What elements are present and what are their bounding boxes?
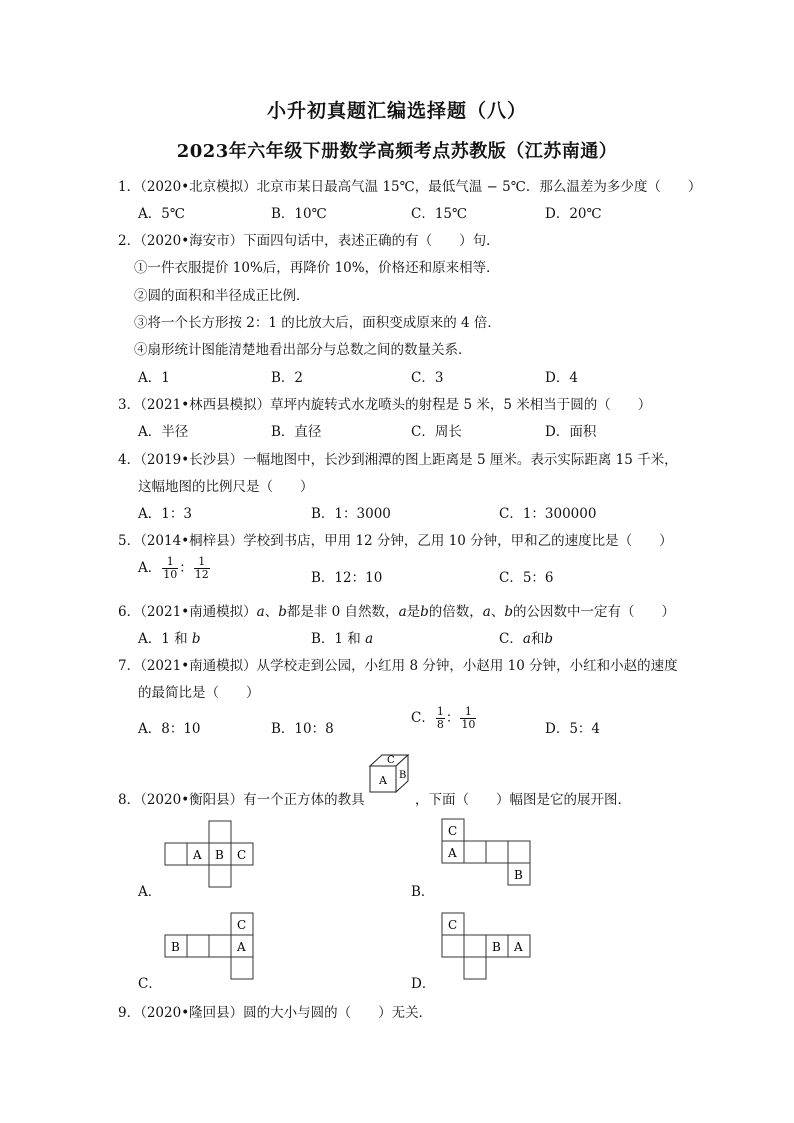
var-a: a [256, 604, 265, 620]
fraction-numerator: 1 [162, 556, 178, 569]
cube-face-c: C [387, 755, 395, 766]
var-a: a [482, 604, 491, 620]
var-a: a [522, 631, 531, 647]
question-8-stem-post: ，下面（ ）幅图是它的展开图． [415, 792, 631, 808]
q5-option-c: C．5：6 [499, 570, 554, 586]
net-d-letter: B [492, 940, 501, 954]
fraction-numerator: 1 [436, 705, 444, 718]
q8-option-c: C． [138, 976, 162, 992]
q2-statement-3: ③将一个长方形按 2：1 的比放大后，面积变成原来的 4 倍． [134, 315, 501, 331]
ratio-colon: ： [179, 560, 193, 576]
q6-option-a [138, 627, 201, 647]
net-b-letter: A [448, 846, 457, 860]
q7-option-c-label: C． [411, 710, 435, 726]
q5-option-a [138, 556, 211, 581]
q4-option-c: C．1：300000 [499, 506, 597, 522]
question-8-stem-pre: 8．（2020•衡阳县）有一个正方体的教具 [118, 792, 365, 808]
q5-option-a-label: A． [138, 560, 162, 576]
q6-option-b [311, 627, 373, 647]
net-b-diagram [441, 816, 533, 890]
q5-fraction-2 [194, 556, 210, 581]
q7-option-c [411, 706, 477, 731]
cube-illustration [367, 752, 413, 800]
cube-face-a: A [379, 774, 387, 787]
q4-option-b: B．1：3000 [311, 506, 391, 522]
question-6-stem [118, 600, 675, 620]
var-b: b [420, 604, 429, 620]
q6-text: 的倍数， [428, 604, 483, 620]
fraction-denominator: 10 [163, 568, 178, 581]
question-9-stem: 9．（2020•隆回县）圆的大小与圆的（ ）无关． [118, 1005, 433, 1021]
question-5-stem: 5．（2014•桐梓县）学校到书店，甲用 12 分钟，乙用 10 分钟，甲和乙的速度比是（ ） [118, 533, 673, 549]
q6-text: 、 [490, 604, 505, 620]
q2-statement-2: ②圆的面积和半径成正比例． [134, 288, 310, 304]
q7-option-a: A．8：10 [138, 721, 201, 737]
q6-option-c-text: C． [499, 631, 523, 647]
net-a-letter: C [237, 848, 247, 862]
q2-statement-1: ①一件衣服提价 10%后，再降价 10%，价格还和原来相等． [134, 260, 500, 276]
q2-statement-4: ④扇形统计图能清楚地看出部分与总数之间的数量关系． [134, 342, 472, 358]
q6-option-c [499, 627, 553, 647]
var-b: b [278, 604, 287, 620]
page-title: 小升初真题汇编选择题（八） [266, 100, 527, 122]
net-d-diagram [441, 910, 533, 982]
question-7-stem-line2: 的最简比是（ ） [138, 685, 260, 701]
var-b: b [504, 604, 513, 620]
q6-source: 6．（2021•南通模拟） [118, 604, 257, 620]
q7-option-d: D．5：4 [545, 721, 601, 737]
cube-face-b: B [399, 770, 407, 781]
question-2-stem: 2．（2020•海安市）下面四句话中，表述正确的有（ ）句． [118, 233, 500, 249]
q7-fraction-1 [436, 706, 445, 731]
q2-option-c: C．3 [411, 370, 444, 386]
page-subtitle: 2023年六年级下册数学高频考点苏教版（江苏南通） [176, 141, 618, 162]
q6-text: 是 [406, 604, 421, 620]
q2-option-b: B．2 [271, 370, 304, 386]
q3-option-a: A．半径 [138, 424, 189, 440]
question-3-stem: 3．（2021•林西县模拟）草坪内旋转式水龙喷头的射程是 5 米，5 米相当于圆的（ ） [118, 397, 652, 413]
fraction-numerator: 1 [194, 556, 210, 569]
q1-option-a: A．5℃ [138, 206, 185, 222]
question-7-stem-line1: 7．（2021•南通模拟）从学校走到公园，小红用 8 分钟，小赵用 10 分钟，小红和小赵的速度 [118, 658, 678, 674]
fraction-denominator: 12 [194, 568, 209, 581]
q2-option-d: D．4 [545, 370, 578, 386]
net-d-letter: C [448, 918, 458, 932]
q6-text: 、 [264, 604, 279, 620]
fraction-numerator: 1 [460, 706, 476, 719]
net-a-diagram [164, 820, 256, 890]
q3-option-b: B．直径 [271, 424, 322, 440]
q6-text: 的公因数中一定有（ ） [513, 604, 675, 620]
net-c-diagram [164, 912, 256, 982]
q1-option-b: B．10℃ [271, 206, 327, 222]
net-c-letter: A [237, 940, 246, 954]
q7-fraction-2 [460, 706, 476, 731]
q4-option-a: A．1：3 [138, 506, 192, 522]
net-c-letter: B [171, 940, 180, 954]
q6-text: 都是非 0 自然数， [286, 604, 399, 620]
net-c-letter: C [237, 918, 247, 932]
q8-option-d: D． [411, 976, 436, 992]
q3-option-c: C．周长 [411, 424, 462, 440]
fraction-denominator: 8 [436, 718, 444, 731]
fraction-denominator: 10 [461, 718, 476, 731]
var-a: a [365, 631, 374, 647]
net-d-letter: A [514, 940, 523, 954]
q6-option-a-text: A．1 和 [138, 631, 192, 647]
q1-option-c: C．15℃ [411, 206, 468, 222]
net-a-letter: A [193, 848, 202, 862]
net-b-letter: B [514, 868, 523, 882]
q6-option-b-text: B．1 和 [311, 631, 366, 647]
question-4-stem-line1: 4．（2019•长沙县）一幅地图中，长沙到湘潭的图上距离是 5 厘米。表示实际距离 15 千米， [118, 452, 678, 468]
question-1-stem: 1．（2020•北京模拟）北京市某日最高气温 15℃，最低气温 − 5℃．那么温差为多少度（ ） [118, 179, 702, 195]
q7-option-b: B．10：8 [271, 721, 334, 737]
q1-option-d: D．20℃ [545, 206, 602, 222]
q5-option-b: B．12：10 [311, 570, 383, 586]
net-a-letter: B [215, 848, 224, 862]
q6-option-c-text: 和 [530, 631, 545, 647]
var-a: a [398, 604, 407, 620]
q2-option-a: A．1 [138, 370, 170, 386]
q3-option-d: D．面积 [545, 424, 597, 440]
ratio-colon: ： [445, 710, 460, 726]
question-4-stem-line2: 这幅地图的比例尺是（ ） [138, 479, 314, 495]
var-b: b [191, 631, 201, 647]
q8-option-b: B． [411, 884, 435, 900]
q8-option-a: A． [138, 884, 162, 900]
q5-fraction-1 [162, 556, 178, 581]
var-b: b [544, 631, 554, 647]
net-b-letter: C [448, 824, 458, 838]
